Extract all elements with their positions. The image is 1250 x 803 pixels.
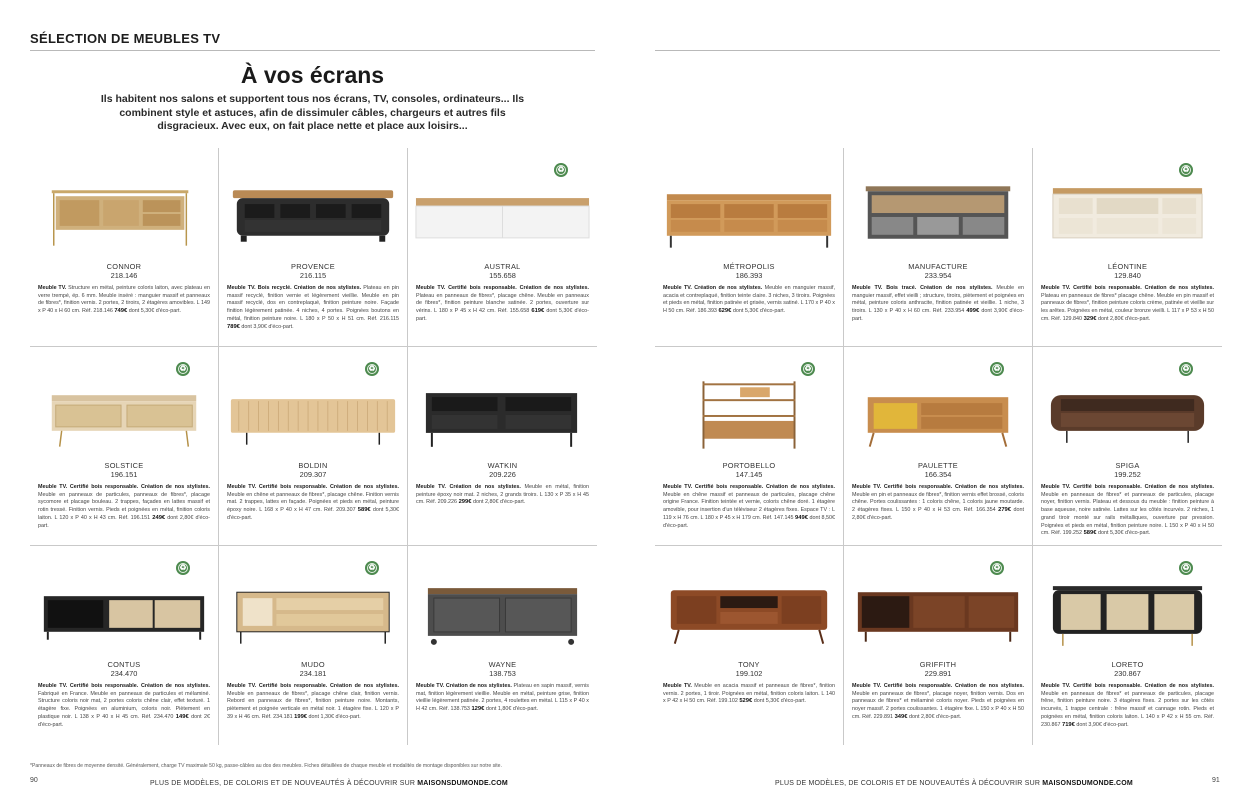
- spiga-tv-stand-icon: [1033, 375, 1222, 453]
- solstice-tv-stand-icon: [30, 375, 218, 453]
- product-description: [852, 484, 1024, 523]
- product-price: 529€: [739, 698, 753, 705]
- wayne-tv-stand-icon: [408, 574, 597, 652]
- product-info: [1041, 461, 1214, 538]
- product-grid-left: [30, 148, 597, 745]
- product-card[interactable]: [1033, 347, 1222, 546]
- product-price: 349€: [894, 713, 908, 720]
- product-ref: 218.146: [110, 271, 138, 280]
- product-description: [38, 484, 210, 530]
- product-eco-part: dont 2,80€ d'éco-part.: [852, 507, 1024, 521]
- product-ref: 199.252: [1114, 470, 1141, 479]
- product-description: [416, 285, 589, 324]
- headline: À vos écrans: [240, 62, 385, 88]
- provence-tv-stand-icon: [219, 176, 407, 254]
- product-details: Meuble en métal, finition peinture époxy noir mat. 2 niches, 2 grands tiroirs. L 130 x P 35 x H 45 cm. Réf. 209.226: [416, 484, 589, 506]
- product-lead: Meuble TV. Certifié bois responsable. Création de nos stylistes.: [38, 683, 210, 689]
- product-image[interactable]: [219, 375, 407, 453]
- product-info: [663, 660, 835, 706]
- product-name: GRIFFITH: [919, 660, 957, 669]
- portobello-tv-stand-icon: [655, 375, 843, 453]
- product-details: Meuble en chêne et panneaux de fibres*, placage chêne. Finition vernis mat. 2 trappes, lattes en façade. Poignées et pieds en métal, peinture époxy noire. L 168 x P 40 x H 47 cm. Réf. 209.307: [227, 491, 399, 514]
- product-lead: Meuble TV. Création de nos stylistes.: [663, 285, 763, 291]
- product-price: 589€: [1083, 530, 1097, 537]
- product-info: [227, 660, 399, 722]
- product-eco-part: dont 1,80€ d'éco-part.: [484, 706, 539, 713]
- eco-certified-icon: ♻: [1179, 561, 1193, 575]
- product-image[interactable]: [219, 176, 407, 254]
- product-details: Plateau en panneaux de fibres* placage chêne. Meuble en pin massif et panneaux de fibres*, finition peinture coloris crème, patinée et vieillie sur les arêtes. Poignées en métal, couleur bronze vieilli. L 117 x P 53 x H 50 cm. Réf. 129.840: [1041, 292, 1214, 322]
- product-lead: Meuble TV. Certifié bois responsable. Création de nos stylistes.: [1041, 285, 1214, 291]
- product-lead: Meuble TV. Certifié bois responsable. Création de nos stylistes.: [227, 683, 399, 689]
- eco-certified-icon: ♻: [990, 362, 1004, 376]
- product-name: WATKIN: [487, 461, 518, 470]
- eco-certified-icon: ♻: [365, 362, 379, 376]
- product-eco-part: dont 3,90€ d'éco-part.: [1074, 721, 1129, 728]
- product-ref: 216.115: [299, 271, 327, 280]
- product-eco-part: dont 2,80€ d'éco-part.: [907, 713, 962, 720]
- product-info: [416, 660, 589, 714]
- product-name: PORTOBELLO: [722, 461, 776, 470]
- product-ref: 199.102: [735, 669, 763, 678]
- product-details: Meuble en chêne massif et panneaux de particules, placage chêne origine France. Finition teintée et vernie, coloris chêne doré. 1 étagère amovible, pour insertion d'un téléviseur 2 étagères fixes. Espace TV : L 119 x H 76 cm. L 180 x P 45 x H 179 cm. Réf. 147.145: [663, 491, 835, 521]
- product-eco-part: dont 5,30€ d'éco-part.: [752, 698, 806, 705]
- product-card[interactable]: [655, 546, 844, 745]
- product-eco-part: dont 3,90€ d'éco-part.: [239, 323, 294, 330]
- product-eco-part: dont 1,30€ d'éco-part.: [307, 713, 361, 720]
- product-name: MANUFACTURE: [908, 262, 968, 271]
- product-description: [1041, 484, 1214, 538]
- product-card[interactable]: [844, 546, 1033, 745]
- product-ref: 196.151: [110, 470, 138, 479]
- product-card[interactable]: [1033, 148, 1222, 347]
- product-lead: Meuble TV. Bois recyclé. Création de nos stylistes.: [227, 285, 362, 291]
- product-image[interactable]: [844, 176, 1032, 254]
- product-lead: Meuble TV. Certifié bois responsable. Création de nos stylistes.: [1041, 683, 1214, 689]
- product-price: 629€: [718, 308, 732, 315]
- eco-certified-icon: ♻: [554, 163, 568, 177]
- product-description: [1041, 285, 1214, 324]
- product-description: [38, 285, 210, 316]
- product-details: Meuble en manguier massif, effet vieilli ; structure, tiroirs, piètement et poignées en métal, peinture coloris anthracite, finition patinée et vieillie. 1 niche, 3 tiroirs. L 130 x P 40 x H 60 cm. Réf. 233.954: [852, 285, 1024, 315]
- footer-site[interactable]: MAISONSDUMONDE.COM: [417, 780, 508, 787]
- product-details: Meuble en panneaux de fibres* et panneaux de particules, placage frêne, finition peinture noire. 3 étagères fixes. 2 portes sur les côtés incurvés, 1 trappe centrale : frêne massif et cannage rotin. Pieds et poignées en métal, finition coloris laiton. L 140 x P 42 x H 55 cm. Réf. 230.867: [1041, 690, 1214, 728]
- product-info: [38, 262, 210, 316]
- product-name: SPIGA: [1115, 461, 1140, 470]
- product-card[interactable]: [408, 546, 597, 745]
- product-image[interactable]: [655, 176, 843, 254]
- product-info: [663, 461, 835, 530]
- connor-tv-stand-icon: [30, 176, 218, 254]
- product-price: 719€: [1061, 721, 1075, 728]
- product-price: 199€: [294, 713, 308, 720]
- product-lead: Meuble TV. Certifié bois responsable. Création de nos stylistes.: [852, 484, 1024, 490]
- product-card[interactable]: [844, 148, 1033, 347]
- austral-tv-stand-icon: [408, 176, 597, 254]
- product-info: [416, 262, 589, 324]
- product-lead: Meuble TV. Certifié bois responsable. Création de nos stylistes.: [38, 484, 210, 490]
- product-card[interactable]: [30, 347, 219, 546]
- product-name: PROVENCE: [291, 262, 335, 271]
- product-price: 589€: [357, 507, 371, 514]
- footnote: *Panneaux de fibres de moyenne densité. Généralement, charge TV maximale 50 kg, passe-câbles au dos des meubles. Fiches détaillées de chaque meuble et modalités de montage disponibles sur notre site.: [30, 763, 502, 769]
- product-name: BOLDIN: [298, 461, 328, 470]
- product-image[interactable]: [844, 375, 1032, 453]
- footer-text: PLUS DE MODÈLES, DE COLORIS ET DE NOUVEAUTÉS À DÉCOUVRIR SUR: [775, 780, 1043, 787]
- product-details: Meuble en panneaux de fibres*, placage noyer, finition vernis. Dos en panneaux de fibres* et mélaminé coloris noyer. Pieds et poignées en noyer massif. 2 portes coulissantes. 1 étagère fixe. L 150 x P 40 x H 50 cm. Réf. 229.891: [852, 690, 1024, 720]
- intro-text: Ils habitent nos salons et supportent tous nos écrans, TV, consoles, ordinateurs... Ils combinent style et astuces, afin de dissimuler câbles, chargeurs et autres fils disgracieux. Avec eux, on fait place nette et place aux loisirs...: [100, 93, 525, 132]
- product-ref: 209.226: [489, 470, 516, 479]
- product-card[interactable]: [844, 347, 1033, 546]
- product-name: TONY: [738, 660, 760, 669]
- product-name: LÉONTINE: [1107, 262, 1148, 271]
- product-details: Plateau en sapin massif, vernis mat, finition légèrement vieillie. Meuble en métal, peinture grise, finition vieillie légèrement patinée. 2 portes, 4 roulettes en métal. L 115 x P 40 x H 42 cm. Réf. 138.753: [416, 683, 589, 713]
- product-card[interactable]: [219, 546, 408, 745]
- product-eco-part: dont 5,30€ d'éco-part.: [1096, 530, 1151, 537]
- footer-site[interactable]: MAISONSDUMONDE.COM: [1042, 780, 1133, 787]
- product-price: 789€: [227, 323, 240, 330]
- product-price: 129€: [471, 706, 485, 713]
- product-image[interactable]: [1033, 375, 1222, 453]
- product-image[interactable]: [408, 176, 597, 254]
- product-eco-part: dont 2,80€ d'éco-part.: [38, 514, 210, 529]
- product-image[interactable]: [408, 574, 597, 652]
- eco-certified-icon: ♻: [1179, 362, 1193, 376]
- product-description: [663, 683, 835, 706]
- product-description: [416, 683, 589, 714]
- product-lead: Meuble TV. Création de nos stylistes.: [416, 683, 512, 689]
- page-number: 90: [30, 777, 38, 784]
- product-ref: 138.753: [489, 669, 516, 678]
- product-info: [852, 461, 1024, 523]
- product-card[interactable]: [219, 347, 408, 546]
- eco-certified-icon: ♻: [176, 561, 190, 575]
- product-info: [1041, 262, 1214, 324]
- product-name: AUSTRAL: [484, 262, 521, 271]
- product-info: [1041, 660, 1214, 729]
- product-ref: 234.470: [110, 669, 138, 678]
- eco-certified-icon: ♻: [1179, 163, 1193, 177]
- eco-certified-icon: ♻: [801, 362, 815, 376]
- product-eco-part: dont 2,80€ d'éco-part.: [471, 499, 526, 506]
- product-description: [416, 484, 589, 507]
- product-description: [663, 285, 835, 316]
- product-description: [1041, 683, 1214, 729]
- product-lead: Meuble TV. Certifié bois responsable. Création de nos stylistes.: [416, 285, 589, 291]
- product-eco-part: dont 2,80€ d'éco-part.: [1096, 315, 1151, 322]
- product-name: LORETO: [1111, 660, 1144, 669]
- product-info: [38, 461, 210, 530]
- product-name: SOLSTICE: [104, 461, 144, 470]
- product-info: [38, 660, 210, 729]
- product-card[interactable]: [1033, 546, 1222, 745]
- product-details: Meuble en manguier massif, acacia et contreplaqué, finition teinte claire. 3 niches, 3 tiroirs. Poignées et pieds en métal, finition patinée et grisée, vernis satiné. L 170 x P 40 x H 50 cm. Réf. 186.393: [663, 285, 835, 315]
- product-eco-part: dont 5,30€ d'éco-part.: [227, 507, 399, 521]
- product-eco-part: dont 2€ d'éco-part.: [38, 713, 211, 728]
- product-ref: 234.181: [299, 669, 327, 678]
- product-details: Meuble en panneaux de particules, panneaux de fibres*, placage sycomore et placage bouleau. 2 trappes, façades en lattes massif et rotin tressé. Finition vernis. Pieds et poignées en métal, finition coloris laiton. L 120 x P 40 x H 43 cm. Réf. 196.151: [38, 491, 210, 521]
- product-image[interactable]: [30, 574, 218, 652]
- product-card[interactable]: [30, 546, 219, 745]
- product-name: CONNOR: [106, 262, 142, 271]
- product-eco-part: dont 5,30€ d'éco-part.: [731, 308, 786, 315]
- product-lead: Meuble TV. Certifié bois responsable. Création de nos stylistes.: [1041, 484, 1214, 490]
- tony-tv-stand-icon: [655, 574, 843, 652]
- product-info: [852, 660, 1024, 722]
- product-lead: Meuble TV. Bois tracé. Création de nos stylistes.: [852, 285, 993, 291]
- eco-certified-icon: ♻: [990, 561, 1004, 575]
- product-ref: 155.658: [489, 271, 516, 280]
- product-card[interactable]: [219, 148, 408, 347]
- product-details: Meuble en pin et panneaux de fibres*, finition vernis effet brossé, coloris chêne. Portes coulissantes : 1 coloris chêne, 1 coloris jaune moutarde. 2 étagères fixes. L 150 x P 40 x H 53 cm. Réf. 166.354: [852, 491, 1024, 514]
- product-description: [227, 484, 399, 523]
- product-image[interactable]: [219, 574, 407, 652]
- product-image[interactable]: [408, 375, 597, 453]
- product-details: Structure en métal, peinture coloris laiton, avec plateau en verre trempé, ép. 6 mm. Meuble inséré : manguier massif et panneaux de fibres*, finition vernis. 2 portes, 2 tiroirs, 2 étagères amovibles. L 149 x P 40 x H 60 cm. Réf. 218.146: [38, 285, 210, 315]
- product-name: MÉTROPOLIS: [723, 262, 775, 271]
- product-card[interactable]: [30, 148, 219, 347]
- product-info: [852, 262, 1024, 324]
- product-ref: 129.840: [1114, 271, 1141, 280]
- loreto-tv-stand-icon: [1033, 574, 1222, 652]
- product-lead: Meuble TV. Certifié bois responsable. Création de nos stylistes.: [227, 484, 399, 490]
- product-lead: Meuble TV.: [38, 285, 67, 291]
- product-image[interactable]: [655, 375, 843, 453]
- product-description: [852, 285, 1024, 324]
- product-eco-part: dont 8,50€ d'éco-part.: [663, 514, 835, 529]
- product-card[interactable]: [408, 347, 597, 546]
- eco-certified-icon: ♻: [176, 362, 190, 376]
- product-description: [227, 285, 399, 331]
- product-eco-part: dont 5,30€ d'éco-part.: [416, 308, 589, 322]
- product-details: Plateau en pin massif recyclé, finition vernie et légèrement vieillie. Meuble en pin massif recyclé, dos en contreplaqué, finition peinture noire. Façade finition légèrement patinée. 4 niches, 4 portes. Poignées boutons en métal, finition peinture noire. L 180 x P 50 x H 51 cm. Réf. 216.115: [227, 285, 399, 322]
- product-price: 329€: [1083, 315, 1097, 322]
- product-image[interactable]: [1033, 574, 1222, 652]
- product-lead: Meuble TV. Certifié bois responsable. Création de nos stylistes.: [852, 683, 1024, 689]
- leontine-tv-stand-icon: [1033, 176, 1222, 254]
- product-price: 949€: [795, 514, 808, 521]
- product-description: [38, 683, 210, 729]
- product-name: CONTUS: [107, 660, 141, 669]
- product-grid-right: [655, 148, 1222, 745]
- product-card[interactable]: [408, 148, 597, 347]
- product-price: 299€: [458, 499, 472, 506]
- product-ref: 209.307: [299, 470, 327, 479]
- product-ref: 230.867: [1114, 669, 1141, 678]
- product-price: 279€: [998, 507, 1011, 514]
- product-description: [852, 683, 1024, 722]
- product-info: [227, 461, 399, 523]
- product-details: Meuble en panneaux de fibres*, placage chêne clair, finition vernis. Rebord en panneaux de fibres*, finition peinture noire. Montants, piètement et poignée verticale en métal noir. 1 étagère fixe. L 120 x P 39 x H 46 cm. Réf. 234.181: [227, 690, 399, 720]
- product-lead: Meuble TV.: [663, 683, 692, 689]
- metropolis-tv-stand-icon: [655, 176, 843, 254]
- contus-tv-stand-icon: [30, 574, 218, 652]
- manufacture-tv-stand-icon: [844, 176, 1032, 254]
- product-ref: 229.891: [924, 669, 952, 678]
- product-eco-part: dont 3,90€ d'éco-part.: [852, 308, 1024, 322]
- product-details: Meuble en acacia massif et panneaux de fibres*, finition vernis. 2 portes, 1 tiroir. Poignées en métal, finition coloris laiton. L 140 x P 42 x H 50 cm. Réf. 199.102: [663, 683, 835, 705]
- product-lead: Meuble TV. Création de nos stylistes.: [416, 484, 521, 490]
- right-page: [625, 0, 1250, 803]
- product-description: [663, 484, 835, 530]
- product-ref: 166.354: [924, 470, 952, 479]
- watkin-tv-stand-icon: [408, 375, 597, 453]
- product-price: 619€: [531, 308, 545, 315]
- product-ref: 186.393: [735, 271, 763, 280]
- product-card[interactable]: [655, 148, 844, 347]
- product-lead: Meuble TV. Certifié bois responsable. Création de nos stylistes.: [663, 484, 835, 490]
- product-details: Plateau en panneaux de fibres*, placage chêne. Meuble en panneaux de fibres*, finition peinture blanche satinée. 2 portes, ouverture sur vérins. L 180 x P 45 x H 42 cm. Réf. 155.658: [416, 292, 589, 315]
- product-name: MUDO: [301, 660, 325, 669]
- product-description: [227, 683, 399, 722]
- footer-link[interactable]: [150, 780, 508, 787]
- section-title: SÉLECTION DE MEUBLES TV: [30, 31, 221, 46]
- page-number: 91: [1212, 777, 1220, 784]
- product-image[interactable]: [30, 176, 218, 254]
- footer-link[interactable]: [775, 780, 1133, 787]
- product-image[interactable]: [1033, 176, 1222, 254]
- product-details: Fabriqué en France. Meuble en panneaux de particules et mélaminé. Structure coloris noir mat, 2 portes coloris chêne clair, effet texturé. 1 étagère fixe. Poignées en aluminium, coloris noir. Piètement en plastique noir. L 138 x P 40 x H 45 cm. Réf. 234.470: [38, 690, 210, 720]
- product-ref: 147.145: [735, 470, 763, 479]
- top-rule: [655, 50, 1220, 51]
- product-info: [416, 461, 589, 507]
- product-image[interactable]: [844, 574, 1032, 652]
- product-card[interactable]: [655, 347, 844, 546]
- product-price: 749€: [114, 308, 128, 315]
- product-image[interactable]: [30, 375, 218, 453]
- griffith-tv-stand-icon: [844, 574, 1032, 652]
- product-info: [227, 262, 399, 331]
- eco-certified-icon: ♻: [365, 561, 379, 575]
- product-eco-part: dont 5,30€ d'éco-part.: [127, 308, 181, 315]
- product-info: [663, 262, 835, 316]
- product-details: Meuble en panneaux de fibres* et panneaux de particules, placage noyer, finition vernis. Plateau et dessous du meuble : finition peinture à base aqueuse, noire satinée. Lattes sur les côtés incurvés. 2 niches, 1 grand tiroir monté sur rails métalliques, ouverture par pression. Poignées et pieds en métal, finition peinture noire. L 150 x P 40 x H 50 cm. Réf. 199.252: [1041, 491, 1214, 537]
- paulette-tv-stand-icon: [844, 375, 1032, 453]
- product-price: 499€: [966, 308, 980, 315]
- product-name: WAYNE: [488, 660, 517, 669]
- product-price: 249€: [152, 514, 166, 521]
- product-price: 149€: [175, 713, 189, 720]
- mudo-tv-stand-icon: [219, 574, 407, 652]
- boldin-tv-stand-icon: [219, 375, 407, 453]
- product-name: PAULETTE: [917, 461, 959, 470]
- footer-text: PLUS DE MODÈLES, DE COLORIS ET DE NOUVEAUTÉS À DÉCOUVRIR SUR: [150, 780, 418, 787]
- top-rule: [30, 50, 595, 51]
- product-image[interactable]: [655, 574, 843, 652]
- product-ref: 233.954: [924, 271, 952, 280]
